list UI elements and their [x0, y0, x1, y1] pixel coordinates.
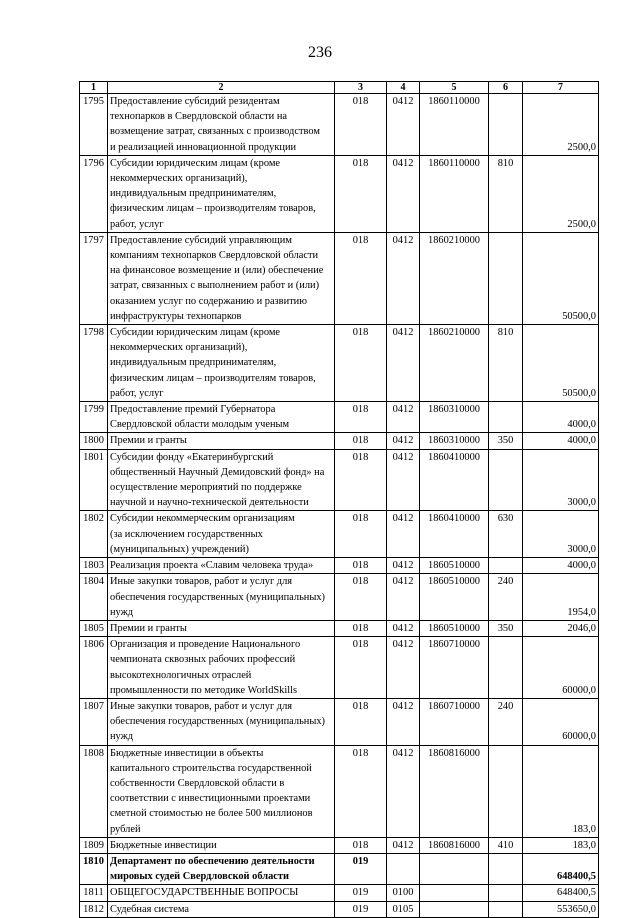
table-row: [80, 637, 599, 699]
row-admin-code: 018: [335, 511, 387, 558]
row-target-code: 1860710000: [420, 698, 489, 745]
page-number: 236: [308, 44, 332, 61]
row-number: 1812: [80, 901, 108, 917]
row-amount: 1954,0: [523, 574, 599, 621]
table-row: [80, 698, 599, 745]
row-number: 1811: [80, 885, 108, 901]
row-expense-type: [489, 637, 523, 699]
row-expense-type: [489, 885, 523, 901]
row-amount: 553650,0: [523, 901, 599, 917]
row-expense-type: [489, 901, 523, 917]
row-admin-code: 018: [335, 155, 387, 232]
row-expense-type: 810: [489, 155, 523, 232]
row-target-code: 1860110000: [420, 94, 489, 156]
row-expense-type: [489, 449, 523, 511]
row-amount: 4000,0: [523, 558, 599, 574]
table-row: [80, 574, 599, 621]
row-target-code: 1860310000: [420, 402, 489, 433]
row-section-code: 0412: [387, 155, 420, 232]
row-amount: 4000,0: [523, 433, 599, 449]
row-name: Судебная система: [108, 901, 335, 917]
row-target-code: 1860510000: [420, 574, 489, 621]
row-target-code: 1860816000: [420, 837, 489, 853]
row-section-code: [387, 853, 420, 884]
row-amount: 2046,0: [523, 620, 599, 636]
header-col-7: 7: [523, 82, 599, 94]
row-name: Субсидии юридическим лицам (кроме некоммерческих организаций), индивидуальным предпринимателям, физическим лицам – производителям товаров, работ, услуг: [108, 155, 335, 232]
table-row: [80, 232, 599, 324]
row-admin-code: 018: [335, 620, 387, 636]
row-expense-type: 350: [489, 620, 523, 636]
row-amount: 50500,0: [523, 232, 599, 324]
table-row: [80, 558, 599, 574]
row-amount: 183,0: [523, 745, 599, 837]
table-row: [80, 449, 599, 511]
table-row: [80, 885, 599, 901]
table-row: [80, 94, 599, 156]
row-number: 1807: [80, 698, 108, 745]
table-row: [80, 433, 599, 449]
row-admin-code: 018: [335, 637, 387, 699]
row-section-code: 0412: [387, 574, 420, 621]
row-section-code: 0412: [387, 402, 420, 433]
row-target-code: 1860710000: [420, 637, 489, 699]
row-name: Предоставление субсидий управляющим компаниям технопарков Свердловской области на финансовое возмещение и (или) обеспечение затрат, связанных с выполнением работ и (или) оказанием услуг по содержанию и развитию инфраструктуры технопарков: [108, 232, 335, 324]
row-amount: 60000,0: [523, 637, 599, 699]
row-number: 1810: [80, 853, 108, 884]
row-section-code: 0412: [387, 637, 420, 699]
row-amount: 2500,0: [523, 94, 599, 156]
table-row: [80, 155, 599, 232]
row-target-code: 1860510000: [420, 620, 489, 636]
row-admin-code: 018: [335, 433, 387, 449]
table-row: [80, 837, 599, 853]
row-target-code: [420, 853, 489, 884]
row-admin-code: 019: [335, 885, 387, 901]
row-admin-code: 019: [335, 901, 387, 917]
row-name: ОБЩЕГОСУДАРСТВЕННЫЕ ВОПРОСЫ: [108, 885, 335, 901]
row-section-code: 0412: [387, 94, 420, 156]
row-admin-code: 018: [335, 574, 387, 621]
row-number: 1809: [80, 837, 108, 853]
row-amount: 50500,0: [523, 325, 599, 402]
row-amount: 3000,0: [523, 511, 599, 558]
row-name: Предоставление премий Губернатора Свердловской области молодым ученым: [108, 402, 335, 433]
row-admin-code: 018: [335, 449, 387, 511]
table-row: [80, 745, 599, 837]
table-row: [80, 853, 599, 884]
row-target-code: 1860110000: [420, 155, 489, 232]
row-expense-type: 240: [489, 698, 523, 745]
row-expense-type: 240: [489, 574, 523, 621]
table-row: [80, 901, 599, 917]
row-target-code: 1860410000: [420, 511, 489, 558]
header-row: [80, 82, 599, 94]
row-amount: 648400,5: [523, 853, 599, 884]
row-number: 1804: [80, 574, 108, 621]
table-row: [80, 325, 599, 402]
table-row: [80, 511, 599, 558]
row-amount: 3000,0: [523, 449, 599, 511]
row-expense-type: [489, 94, 523, 156]
row-name: Иные закупки товаров, работ и услуг для обеспечения государственных (муниципальных) нужд: [108, 574, 335, 621]
row-admin-code: 019: [335, 853, 387, 884]
row-amount: 183,0: [523, 837, 599, 853]
header-col-4: 4: [387, 82, 420, 94]
row-name: Организация и проведение Национального чемпионата сквозных рабочих профессий высокотехнологичных отраслей промышленности по методике WorldSkills: [108, 637, 335, 699]
row-amount: 648400,5: [523, 885, 599, 901]
row-admin-code: 018: [335, 94, 387, 156]
row-expense-type: [489, 402, 523, 433]
row-admin-code: 018: [335, 232, 387, 324]
row-target-code: 1860210000: [420, 232, 489, 324]
row-section-code: 0412: [387, 837, 420, 853]
row-expense-type: 350: [489, 433, 523, 449]
row-name: Бюджетные инвестиции: [108, 837, 335, 853]
row-name: Премии и гранты: [108, 433, 335, 449]
row-number: 1806: [80, 637, 108, 699]
row-number: 1795: [80, 94, 108, 156]
row-target-code: 1860816000: [420, 745, 489, 837]
row-target-code: 1860210000: [420, 325, 489, 402]
header-col-2: 2: [108, 82, 335, 94]
row-number: 1805: [80, 620, 108, 636]
table-row: [80, 402, 599, 433]
header-col-5: 5: [420, 82, 489, 94]
row-section-code: 0412: [387, 558, 420, 574]
row-number: 1801: [80, 449, 108, 511]
row-admin-code: 018: [335, 698, 387, 745]
budget-table: [79, 81, 599, 918]
row-expense-type: 410: [489, 837, 523, 853]
row-target-code: [420, 885, 489, 901]
row-section-code: 0105: [387, 901, 420, 917]
row-section-code: 0412: [387, 511, 420, 558]
row-section-code: 0412: [387, 232, 420, 324]
row-number: 1803: [80, 558, 108, 574]
row-number: 1802: [80, 511, 108, 558]
row-section-code: 0100: [387, 885, 420, 901]
row-target-code: 1860510000: [420, 558, 489, 574]
row-section-code: 0412: [387, 620, 420, 636]
row-expense-type: [489, 745, 523, 837]
row-expense-type: [489, 853, 523, 884]
row-admin-code: 018: [335, 745, 387, 837]
row-admin-code: 018: [335, 402, 387, 433]
row-expense-type: 630: [489, 511, 523, 558]
row-section-code: 0412: [387, 433, 420, 449]
row-target-code: 1860410000: [420, 449, 489, 511]
row-name: Реализация проекта «Славим человека труда»: [108, 558, 335, 574]
row-name: Бюджетные инвестиции в объекты капитального строительства государственной собственности Свердловской области в соответствии с инвестиционными проектами сметной стоимостью не более 500 миллионов рублей: [108, 745, 335, 837]
row-number: 1808: [80, 745, 108, 837]
row-name: Предоставление субсидий резидентам технопарков в Свердловской области на возмещение затрат, связанных с производством и реализацией инновационной продукции: [108, 94, 335, 156]
header-col-3: 3: [335, 82, 387, 94]
header-col-6: 6: [489, 82, 523, 94]
row-number: 1800: [80, 433, 108, 449]
table-row: [80, 620, 599, 636]
header-col-1: 1: [80, 82, 108, 94]
row-name: Департамент по обеспечению деятельности мировых судей Свердловской области: [108, 853, 335, 884]
row-section-code: 0412: [387, 745, 420, 837]
row-name: Премии и гранты: [108, 620, 335, 636]
row-name: Субсидии фонду «Екатеринбургский общественный Научный Демидовский фонд» на осуществление мероприятий по поддержке научной и научно-технической деятельности: [108, 449, 335, 511]
row-admin-code: 018: [335, 837, 387, 853]
row-admin-code: 018: [335, 558, 387, 574]
row-admin-code: 018: [335, 325, 387, 402]
row-expense-type: 810: [489, 325, 523, 402]
row-name: Иные закупки товаров, работ и услуг для обеспечения государственных (муниципальных) нужд: [108, 698, 335, 745]
row-section-code: 0412: [387, 325, 420, 402]
row-expense-type: [489, 558, 523, 574]
row-amount: 4000,0: [523, 402, 599, 433]
row-target-code: 1860310000: [420, 433, 489, 449]
row-number: 1797: [80, 232, 108, 324]
row-name: Субсидии юридическим лицам (кроме некоммерческих организаций), индивидуальным предпринимателям, физическим лицам – производителям товаров, работ, услуг: [108, 325, 335, 402]
row-name: Субсидии некоммерческим организациям (за исключением государственных (муниципальных) учреждений): [108, 511, 335, 558]
row-expense-type: [489, 232, 523, 324]
row-section-code: 0412: [387, 449, 420, 511]
row-number: 1796: [80, 155, 108, 232]
row-amount: 2500,0: [523, 155, 599, 232]
row-target-code: [420, 901, 489, 917]
row-number: 1799: [80, 402, 108, 433]
row-amount: 60000,0: [523, 698, 599, 745]
row-number: 1798: [80, 325, 108, 402]
row-section-code: 0412: [387, 698, 420, 745]
